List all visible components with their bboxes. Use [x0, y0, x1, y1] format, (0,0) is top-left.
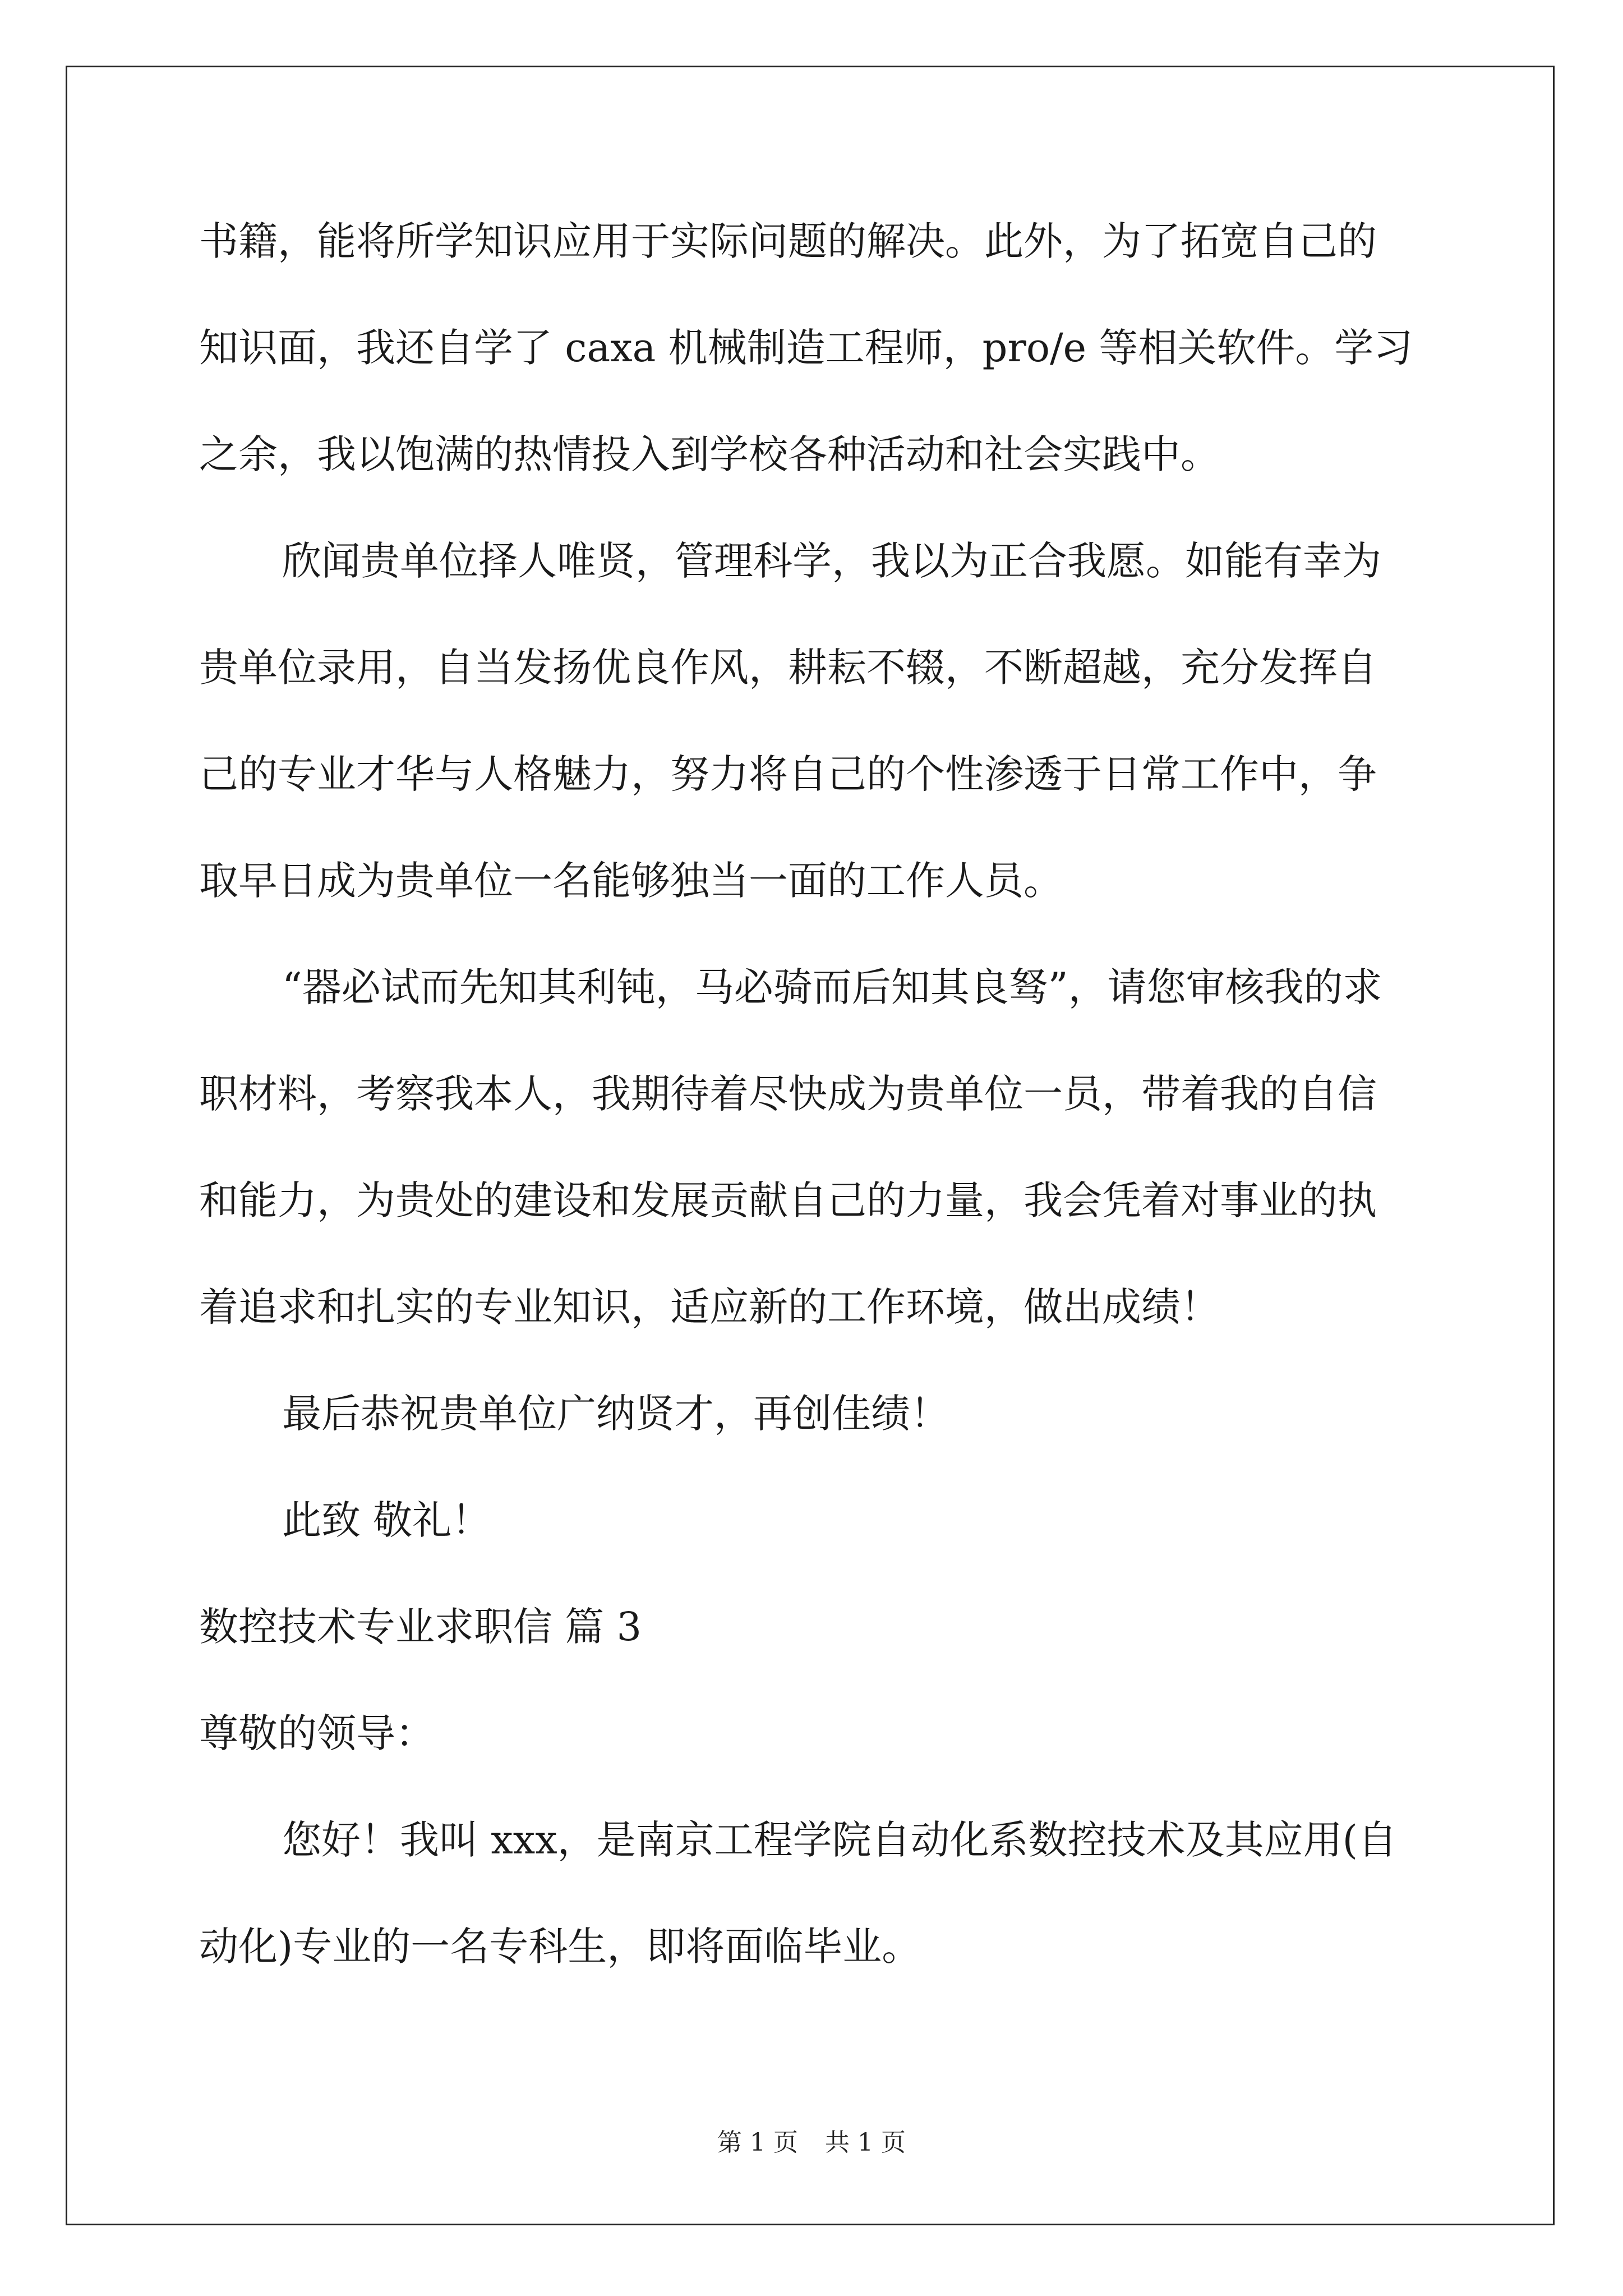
paragraph-start-line: 您好！我叫 xxx，是南京工程学院自动化系数控技术及其应用(自 — [282, 1817, 1397, 1863]
paragraph-start-line: “器必试而先知其利钝，马必骑而后知其良驽”，请您审核我的求 — [282, 964, 1382, 1010]
text-line: 职材料，考察我本人，我期待着尽快成为贵单位一员，带着我的自信 — [199, 1071, 1377, 1117]
paragraph-start-line: 最后恭祝贵单位广纳贤才，再创佳绩！ — [282, 1391, 949, 1437]
page-total: 共 1 页 — [825, 2128, 906, 2157]
closing-line: 此致 敬礼！ — [282, 1497, 491, 1543]
section-heading: 数控技术专业求职信 篇 3 — [199, 1604, 642, 1650]
page-border — [66, 66, 1555, 2225]
text-line: 知识面，我还自学了 caxa 机械制造工程师，pro/e 等相关软件。学习 — [199, 325, 1413, 371]
text-line: 动化)专业的一名专科生，即将面临毕业。 — [199, 1924, 921, 1970]
salutation: 尊敬的领导： — [199, 1710, 435, 1756]
page-number: 第 1 页 — [717, 2128, 798, 2157]
text-line: 和能力，为贵处的建设和发展贡献自己的力量，我会凭着对事业的执 — [199, 1177, 1377, 1223]
text-line: 贵单位录用，自当发扬优良作风，耕耘不辍，不断超越，充分发挥自 — [199, 645, 1377, 691]
paragraph-start-line: 欣闻贵单位择人唯贤，管理科学，我以为正合我愿。如能有幸为 — [282, 538, 1381, 584]
page-footer — [0, 2126, 1623, 2160]
text-line: 之余，我以饱满的热情投入到学校各种活动和社会实践中。 — [199, 431, 1220, 477]
text-line: 己的专业才华与人格魅力，努力将自己的个性渗透于日常工作中，争 — [199, 751, 1377, 797]
text-line: 书籍，能将所学知识应用于实际问题的解决。此外，为了拓宽自己的 — [199, 218, 1377, 264]
text-line: 取早日成为贵单位一名能够独当一面的工作人员。 — [199, 858, 1063, 904]
text-line: 着追求和扎实的专业知识，适应新的工作环境，做出成绩！ — [199, 1284, 1220, 1330]
